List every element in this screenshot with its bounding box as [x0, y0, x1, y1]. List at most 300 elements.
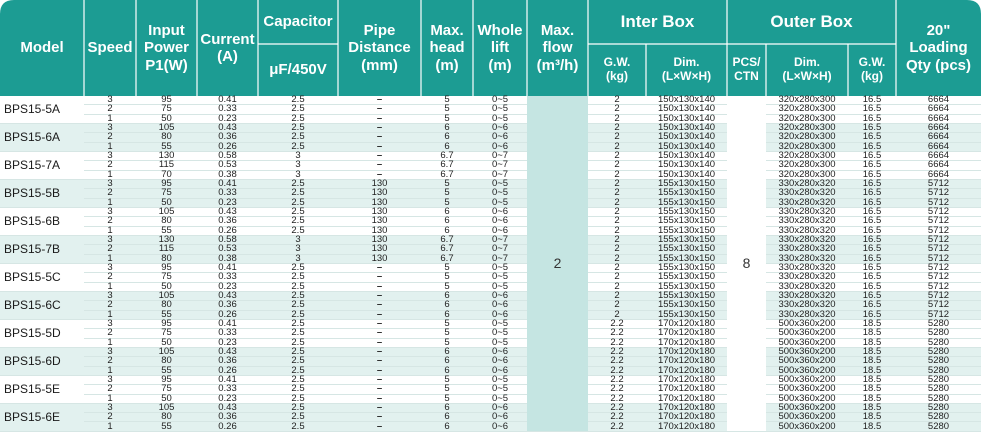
- cell-current: 0.38: [197, 254, 258, 263]
- cell-current: 0.36: [197, 357, 258, 366]
- cell-inter-dim: 155x130x150: [646, 235, 727, 244]
- cell-capacitor: 2.5: [258, 347, 338, 356]
- cell-outer-dim: 320x280x300: [766, 170, 848, 179]
- cell-outer-dim: 330x280x320: [766, 310, 848, 319]
- cell-input-power: 75: [136, 385, 197, 394]
- cell-loading-qty: 6664: [896, 105, 981, 114]
- cell-outer-dim: 320x280x300: [766, 142, 848, 151]
- cell-current: 0.41: [197, 319, 258, 328]
- cell-whole-lift: 0~5: [473, 338, 527, 347]
- cell-inter-gw: 2: [588, 170, 646, 179]
- cell-inter-dim: 155x130x150: [646, 282, 727, 291]
- cell-outer-gw: 16.5: [848, 245, 896, 254]
- cell-whole-lift: 0~6: [473, 142, 527, 151]
- cell-outer-gw: 16.5: [848, 282, 896, 291]
- cell-capacitor: 2.5: [258, 133, 338, 142]
- model-name: BPS15-5E: [0, 375, 84, 403]
- cell-outer-dim: 330x280x320: [766, 226, 848, 235]
- cell-inter-dim: 170x120x180: [646, 319, 727, 328]
- cell-loading-qty: 6664: [896, 114, 981, 123]
- cell-outer-gw: 16.5: [848, 273, 896, 282]
- cell-pipe-distance: –: [338, 329, 421, 338]
- cell-loading-qty: 6664: [896, 123, 981, 132]
- cell-capacitor: 2.5: [258, 413, 338, 422]
- cell-inter-dim: 170x120x180: [646, 347, 727, 356]
- cell-current: 0.33: [197, 329, 258, 338]
- cell-loading-qty: 5712: [896, 254, 981, 263]
- header-capacitor-unit: μF/450V: [269, 61, 327, 79]
- cell-input-power: 115: [136, 161, 197, 170]
- cell-inter-gw: 2: [588, 217, 646, 226]
- cell-inter-gw: 2.2: [588, 422, 646, 431]
- cell-capacitor: 2.5: [258, 357, 338, 366]
- cell-inter-gw: 2: [588, 245, 646, 254]
- cell-capacitor: 2.5: [258, 366, 338, 375]
- cell-inter-dim: 155x130x150: [646, 263, 727, 272]
- cell-current: 0.58: [197, 235, 258, 244]
- cell-inter-dim: 170x120x180: [646, 394, 727, 403]
- cell-outer-gw: 18.5: [848, 394, 896, 403]
- cell-current: 0.26: [197, 310, 258, 319]
- cell-max-head: 6: [421, 142, 473, 151]
- cell-capacitor: 2.5: [258, 217, 338, 226]
- cell-whole-lift: 0~5: [473, 282, 527, 291]
- cell-loading-qty: 6664: [896, 96, 981, 105]
- cell-current: 0.23: [197, 114, 258, 123]
- cell-speed: 3: [84, 96, 136, 105]
- cell-outer-dim: 320x280x300: [766, 96, 848, 105]
- cell-current: 0.33: [197, 105, 258, 114]
- cell-whole-lift: 0~5: [473, 375, 527, 384]
- cell-loading-qty: 5280: [896, 366, 981, 375]
- cell-capacitor: 2.5: [258, 273, 338, 282]
- cell-max-head: 6: [421, 413, 473, 422]
- cell-speed: 1: [84, 422, 136, 431]
- cell-capacitor: 2.5: [258, 263, 338, 272]
- cell-pipe-distance: –: [338, 161, 421, 170]
- cell-outer-dim: 330x280x320: [766, 263, 848, 272]
- cell-max-head: 6.7: [421, 235, 473, 244]
- cell-whole-lift: 0~7: [473, 170, 527, 179]
- cell-max-head: 6: [421, 123, 473, 132]
- cell-speed: 2: [84, 329, 136, 338]
- cell-outer-dim: 500x360x200: [766, 413, 848, 422]
- cell-speed: 3: [84, 179, 136, 188]
- cell-whole-lift: 0~5: [473, 114, 527, 123]
- cell-input-power: 50: [136, 338, 197, 347]
- cell-capacitor: 3: [258, 235, 338, 244]
- cell-capacitor: 2.5: [258, 142, 338, 151]
- header-outer-pcs: PCS/ CTN: [732, 55, 761, 83]
- cell-inter-dim: 155x130x150: [646, 273, 727, 282]
- cell-inter-gw: 2: [588, 105, 646, 114]
- cell-inter-dim: 170x120x180: [646, 385, 727, 394]
- cell-outer-gw: 16.5: [848, 235, 896, 244]
- cell-loading-qty: 5280: [896, 394, 981, 403]
- cell-inter-dim: 155x130x150: [646, 226, 727, 235]
- cell-inter-dim: 155x130x150: [646, 254, 727, 263]
- cell-loading-qty: 5280: [896, 403, 981, 412]
- cell-inter-gw: 2: [588, 291, 646, 300]
- cell-current: 0.41: [197, 96, 258, 105]
- cell-current: 0.41: [197, 179, 258, 188]
- cell-max-head: 6: [421, 291, 473, 300]
- cell-speed: 2: [84, 385, 136, 394]
- cell-current: 0.23: [197, 282, 258, 291]
- cell-capacitor: 2.5: [258, 282, 338, 291]
- cell-max-head: 6: [421, 301, 473, 310]
- cell-input-power: 50: [136, 114, 197, 123]
- cell-speed: 3: [84, 235, 136, 244]
- cell-whole-lift: 0~6: [473, 123, 527, 132]
- cell-max-head: 5: [421, 263, 473, 272]
- cell-pipe-distance: –: [338, 151, 421, 160]
- cell-capacitor: 2.5: [258, 422, 338, 431]
- cell-current: 0.53: [197, 161, 258, 170]
- cell-speed: 2: [84, 189, 136, 198]
- cell-loading-qty: 5712: [896, 301, 981, 310]
- cell-speed: 3: [84, 403, 136, 412]
- spec-table-body: [0, 96, 981, 432]
- cell-whole-lift: 0~7: [473, 254, 527, 263]
- cell-inter-dim: 170x120x180: [646, 357, 727, 366]
- cell-current: 0.38: [197, 170, 258, 179]
- cell-capacitor: 2.5: [258, 189, 338, 198]
- cell-loading-qty: 5712: [896, 282, 981, 291]
- cell-speed: 2: [84, 245, 136, 254]
- cell-pipe-distance: 130: [338, 245, 421, 254]
- cell-pipe-distance: –: [338, 357, 421, 366]
- header-inter-dim: Dim. (L×W×H): [661, 55, 712, 83]
- model-name: BPS15-5D: [0, 319, 84, 347]
- cell-whole-lift: 0~6: [473, 207, 527, 216]
- cell-whole-lift: 0~5: [473, 198, 527, 207]
- model-name: BPS15-6C: [0, 291, 84, 319]
- model-name: BPS15-5B: [0, 179, 84, 207]
- cell-capacitor: 2.5: [258, 179, 338, 188]
- cell-outer-dim: 500x360x200: [766, 403, 848, 412]
- cell-whole-lift: 0~5: [473, 329, 527, 338]
- cell-max-head: 6: [421, 226, 473, 235]
- cell-capacitor: 2.5: [258, 310, 338, 319]
- cell-input-power: 75: [136, 273, 197, 282]
- cell-loading-qty: 6664: [896, 161, 981, 170]
- cell-outer-dim: 330x280x320: [766, 273, 848, 282]
- cell-capacitor: 2.5: [258, 301, 338, 310]
- max-flow-value: 2: [527, 96, 588, 431]
- cell-outer-gw: 16.5: [848, 263, 896, 272]
- cell-speed: 1: [84, 170, 136, 179]
- cell-whole-lift: 0~5: [473, 319, 527, 328]
- cell-whole-lift: 0~6: [473, 226, 527, 235]
- cell-speed: 3: [84, 375, 136, 384]
- cell-max-head: 6: [421, 422, 473, 431]
- header-inter-box: Inter Box: [620, 12, 695, 32]
- cell-max-head: 5: [421, 329, 473, 338]
- header-input-power: Input Power P1(W): [143, 22, 189, 74]
- header-outer-box: Outer Box: [770, 12, 853, 32]
- cell-outer-dim: 500x360x200: [766, 422, 848, 431]
- cell-current: 0.36: [197, 413, 258, 422]
- cell-whole-lift: 0~5: [473, 189, 527, 198]
- cell-inter-dim: 155x130x150: [646, 310, 727, 319]
- cell-loading-qty: 5712: [896, 263, 981, 272]
- cell-current: 0.43: [197, 347, 258, 356]
- cell-loading-qty: 5280: [896, 357, 981, 366]
- cell-loading-qty: 5280: [896, 347, 981, 356]
- cell-loading-qty: 5712: [896, 207, 981, 216]
- cell-whole-lift: 0~6: [473, 413, 527, 422]
- cell-inter-dim: 155x130x150: [646, 301, 727, 310]
- cell-inter-gw: 2: [588, 161, 646, 170]
- cell-speed: 2: [84, 413, 136, 422]
- cell-speed: 3: [84, 347, 136, 356]
- header-pipe-distance: Pipe Distance (mm): [348, 22, 411, 74]
- cell-loading-qty: 5712: [896, 198, 981, 207]
- cell-speed: 1: [84, 394, 136, 403]
- cell-outer-dim: 330x280x320: [766, 235, 848, 244]
- cell-capacitor: 2.5: [258, 226, 338, 235]
- cell-whole-lift: 0~7: [473, 245, 527, 254]
- cell-whole-lift: 0~5: [473, 394, 527, 403]
- cell-loading-qty: 5712: [896, 291, 981, 300]
- cell-inter-gw: 2: [588, 273, 646, 282]
- cell-input-power: 70: [136, 170, 197, 179]
- cell-inter-dim: 150x130x140: [646, 114, 727, 123]
- cell-pipe-distance: –: [338, 422, 421, 431]
- header-loading-qty: 20" Loading Qty (pcs): [905, 22, 971, 74]
- cell-capacitor: 2.5: [258, 207, 338, 216]
- cell-pipe-distance: –: [338, 301, 421, 310]
- cell-whole-lift: 0~6: [473, 366, 527, 375]
- cell-outer-gw: 18.5: [848, 319, 896, 328]
- cell-input-power: 80: [136, 217, 197, 226]
- cell-input-power: 95: [136, 375, 197, 384]
- cell-outer-gw: 18.5: [848, 357, 896, 366]
- cell-inter-gw: 2: [588, 133, 646, 142]
- cell-whole-lift: 0~7: [473, 161, 527, 170]
- cell-inter-dim: 170x120x180: [646, 366, 727, 375]
- cell-capacitor: 3: [258, 170, 338, 179]
- cell-inter-dim: 150x130x140: [646, 170, 727, 179]
- header-outer-dim: Dim. (L×W×H): [782, 55, 832, 83]
- cell-outer-gw: 18.5: [848, 422, 896, 431]
- cell-input-power: 75: [136, 105, 197, 114]
- cell-loading-qty: 5280: [896, 422, 981, 431]
- cell-inter-gw: 2: [588, 254, 646, 263]
- cell-max-head: 5: [421, 179, 473, 188]
- cell-outer-dim: 320x280x300: [766, 161, 848, 170]
- cell-outer-gw: 16.5: [848, 105, 896, 114]
- cell-pipe-distance: –: [338, 403, 421, 412]
- cell-pipe-distance: –: [338, 338, 421, 347]
- cell-inter-gw: 2.2: [588, 385, 646, 394]
- cell-capacitor: 2.5: [258, 329, 338, 338]
- cell-whole-lift: 0~5: [473, 263, 527, 272]
- cell-inter-dim: 170x120x180: [646, 422, 727, 431]
- cell-inter-dim: 170x120x180: [646, 375, 727, 384]
- cell-speed: 3: [84, 319, 136, 328]
- cell-max-head: 6: [421, 133, 473, 142]
- cell-outer-gw: 16.5: [848, 207, 896, 216]
- cell-max-head: 5: [421, 105, 473, 114]
- cell-capacitor: 2.5: [258, 385, 338, 394]
- cell-outer-gw: 18.5: [848, 347, 896, 356]
- cell-input-power: 95: [136, 319, 197, 328]
- cell-inter-gw: 2: [588, 310, 646, 319]
- cell-current: 0.33: [197, 273, 258, 282]
- cell-speed: 1: [84, 114, 136, 123]
- cell-loading-qty: 5712: [896, 179, 981, 188]
- cell-max-head: 6.7: [421, 161, 473, 170]
- cell-inter-gw: 2: [588, 235, 646, 244]
- cell-inter-gw: 2.2: [588, 347, 646, 356]
- cell-whole-lift: 0~5: [473, 273, 527, 282]
- cell-capacitor: 2.5: [258, 96, 338, 105]
- cell-outer-gw: 16.5: [848, 291, 896, 300]
- header-speed: Speed: [87, 39, 133, 57]
- cell-whole-lift: 0~6: [473, 422, 527, 431]
- cell-input-power: 130: [136, 235, 197, 244]
- cell-pipe-distance: 130: [338, 207, 421, 216]
- cell-inter-dim: 150x130x140: [646, 133, 727, 142]
- cell-pipe-distance: –: [338, 310, 421, 319]
- cell-outer-dim: 330x280x320: [766, 189, 848, 198]
- model-name: BPS15-6D: [0, 347, 84, 375]
- cell-outer-gw: 18.5: [848, 329, 896, 338]
- cell-outer-dim: 320x280x300: [766, 114, 848, 123]
- cell-current: 0.26: [197, 226, 258, 235]
- cell-inter-gw: 2: [588, 142, 646, 151]
- cell-inter-gw: 2: [588, 114, 646, 123]
- cell-max-head: 5: [421, 273, 473, 282]
- cell-loading-qty: 5280: [896, 319, 981, 328]
- cell-whole-lift: 0~6: [473, 357, 527, 366]
- cell-pipe-distance: –: [338, 394, 421, 403]
- cell-input-power: 55: [136, 226, 197, 235]
- cell-speed: 3: [84, 207, 136, 216]
- cell-input-power: 105: [136, 207, 197, 216]
- cell-speed: 1: [84, 226, 136, 235]
- cell-loading-qty: 6664: [896, 170, 981, 179]
- header-model: Model: [20, 39, 64, 57]
- header-max-head: Max. head (m): [429, 22, 465, 74]
- cell-input-power: 95: [136, 96, 197, 105]
- cell-input-power: 55: [136, 142, 197, 151]
- cell-whole-lift: 0~5: [473, 105, 527, 114]
- cell-input-power: 80: [136, 254, 197, 263]
- cell-loading-qty: 5712: [896, 189, 981, 198]
- cell-current: 0.23: [197, 198, 258, 207]
- cell-max-head: 5: [421, 198, 473, 207]
- table-row: [0, 422, 981, 431]
- cell-inter-gw: 2: [588, 179, 646, 188]
- cell-loading-qty: 6664: [896, 133, 981, 142]
- cell-speed: 2: [84, 161, 136, 170]
- cell-inter-gw: 2: [588, 282, 646, 291]
- cell-pipe-distance: –: [338, 319, 421, 328]
- cell-whole-lift: 0~7: [473, 235, 527, 244]
- cell-inter-gw: 2: [588, 198, 646, 207]
- cell-outer-dim: 330x280x320: [766, 282, 848, 291]
- cell-outer-dim: 330x280x320: [766, 291, 848, 300]
- header-max-flow: Max. flow (m³/h): [536, 22, 579, 74]
- cell-max-head: 6: [421, 310, 473, 319]
- cell-capacitor: 3: [258, 245, 338, 254]
- header-outer-gw: G.W. (kg): [858, 55, 886, 83]
- header-capacitor: Capacitor: [263, 13, 333, 31]
- cell-inter-gw: 2: [588, 207, 646, 216]
- cell-inter-gw: 2.2: [588, 413, 646, 422]
- cell-pipe-distance: –: [338, 142, 421, 151]
- cell-speed: 3: [84, 291, 136, 300]
- cell-inter-dim: 155x130x150: [646, 245, 727, 254]
- cell-whole-lift: 0~6: [473, 301, 527, 310]
- cell-pipe-distance: –: [338, 413, 421, 422]
- cell-whole-lift: 0~5: [473, 96, 527, 105]
- cell-current: 0.41: [197, 263, 258, 272]
- cell-outer-gw: 16.5: [848, 301, 896, 310]
- cell-input-power: 80: [136, 413, 197, 422]
- cell-speed: 2: [84, 301, 136, 310]
- cell-loading-qty: 5280: [896, 413, 981, 422]
- cell-current: 0.41: [197, 375, 258, 384]
- cell-inter-gw: 2: [588, 123, 646, 132]
- cell-outer-gw: 16.5: [848, 179, 896, 188]
- cell-capacitor: 2.5: [258, 375, 338, 384]
- cell-max-head: 6: [421, 403, 473, 412]
- cell-speed: 1: [84, 310, 136, 319]
- cell-capacitor: 3: [258, 151, 338, 160]
- cell-input-power: 75: [136, 189, 197, 198]
- cell-outer-gw: 16.5: [848, 310, 896, 319]
- cell-input-power: 105: [136, 123, 197, 132]
- cell-pipe-distance: –: [338, 123, 421, 132]
- cell-input-power: 50: [136, 198, 197, 207]
- cell-input-power: 80: [136, 133, 197, 142]
- cell-capacitor: 2.5: [258, 394, 338, 403]
- cell-pipe-distance: –: [338, 105, 421, 114]
- cell-inter-gw: 2.2: [588, 394, 646, 403]
- cell-inter-gw: 2.2: [588, 357, 646, 366]
- cell-pipe-distance: –: [338, 96, 421, 105]
- cell-capacitor: 2.5: [258, 338, 338, 347]
- cell-capacitor: 2.5: [258, 114, 338, 123]
- cell-inter-dim: 150x130x140: [646, 96, 727, 105]
- cell-loading-qty: 5712: [896, 217, 981, 226]
- cell-max-head: 6: [421, 207, 473, 216]
- cell-max-head: 5: [421, 96, 473, 105]
- cell-inter-gw: 2.2: [588, 403, 646, 412]
- cell-input-power: 50: [136, 394, 197, 403]
- cell-max-head: 5: [421, 282, 473, 291]
- cell-pipe-distance: –: [338, 375, 421, 384]
- cell-inter-dim: 155x130x150: [646, 189, 727, 198]
- cell-pipe-distance: 130: [338, 198, 421, 207]
- cell-pipe-distance: –: [338, 291, 421, 300]
- cell-loading-qty: 5280: [896, 329, 981, 338]
- cell-outer-gw: 16.5: [848, 198, 896, 207]
- cell-inter-dim: 150x130x140: [646, 105, 727, 114]
- cell-current: 0.26: [197, 422, 258, 431]
- cell-max-head: 6.7: [421, 170, 473, 179]
- cell-loading-qty: 5712: [896, 310, 981, 319]
- cell-inter-dim: 150x130x140: [646, 142, 727, 151]
- cell-whole-lift: 0~6: [473, 347, 527, 356]
- cell-pipe-distance: 130: [338, 235, 421, 244]
- cell-inter-dim: 155x130x150: [646, 179, 727, 188]
- cell-pipe-distance: –: [338, 282, 421, 291]
